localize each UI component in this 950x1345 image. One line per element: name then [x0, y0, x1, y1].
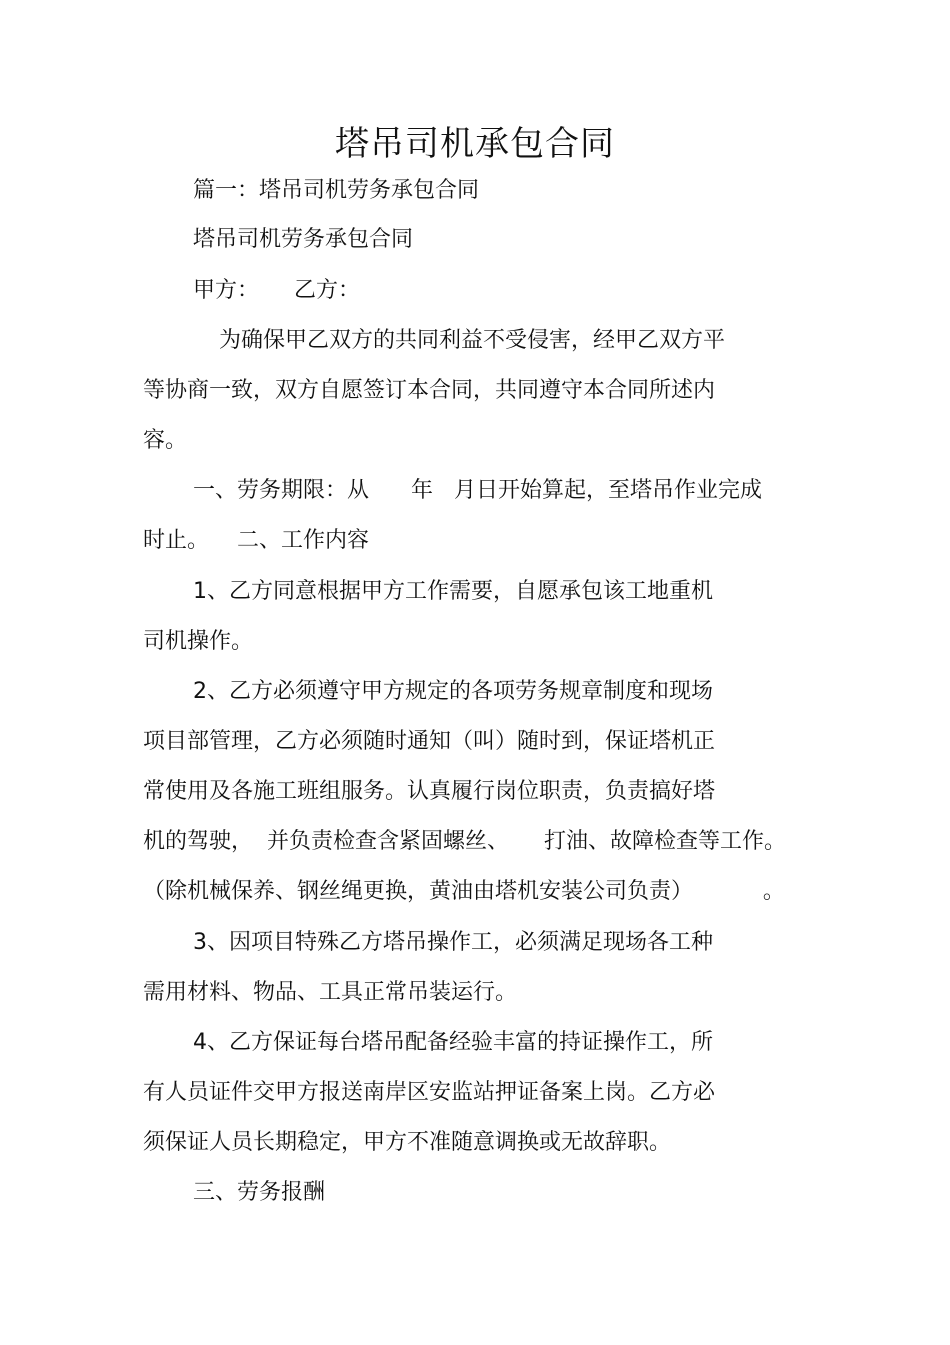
item-4-line-1: 4、乙方保证每台塔吊配备经验丰富的持证操作工，所 [193, 1030, 713, 1055]
item-2-line-4: 机的驾驶， 并负责检查含紧固螺丝、 打油、故障检查等工作。 [143, 829, 786, 854]
item-4-line-3: 须保证人员长期稳定，甲方不准随意调换或无故辞职。 [143, 1130, 672, 1155]
item-3-line-1: 3、因项目特殊乙方塔吊操作工，必须满足现场各工种 [193, 930, 713, 955]
preamble-line-1: 为确保甲乙双方的共同利益不受侵害，经甲乙双方平 [219, 328, 726, 353]
chapter-heading: 篇一：塔吊司机劳务承包合同 [193, 178, 480, 203]
item-4-line-2: 有人员证件交甲方报送南岸区安监站押证备案上岗。乙方必 [143, 1080, 716, 1105]
parties-line: 甲方： 乙方： [193, 278, 360, 303]
item-2-line-3: 常使用及各施工班组服务。认真履行岗位职责，负责搞好塔 [143, 779, 716, 804]
item-2-line-2: 项目部管理，乙方必须随时通知（叫）随时到，保证塔机正 [143, 729, 716, 754]
preamble-line-3: 容。 [143, 428, 188, 453]
section-1-line-1: 一、劳务期限：从 年 月日开始算起，至塔吊作业完成 [193, 478, 762, 503]
contract-subtitle: 塔吊司机劳务承包合同 [193, 227, 414, 252]
section-1-line-2: 时止。 二、工作内容 [143, 528, 369, 553]
item-1-line-1: 1、乙方同意根据甲方工作需要，自愿承包该工地重机 [193, 579, 713, 604]
item-1-line-2: 司机操作。 [143, 629, 254, 654]
document-title: 塔吊司机承包合同 [335, 124, 615, 164]
item-3-line-2: 需用材料、物品、工具正常吊装运行。 [143, 980, 518, 1005]
preamble-line-2: 等协商一致，双方自愿签订本合同，共同遵守本合同所述内 [143, 378, 716, 403]
item-2-line-1: 2、乙方必须遵守甲方规定的各项劳务规章制度和现场 [193, 679, 713, 704]
section-3-heading: 三、劳务报酬 [193, 1180, 326, 1205]
item-2-line-5: （除机械保养、钢丝绳更换，黄油由塔机安装公司负责） 。 [143, 879, 785, 904]
